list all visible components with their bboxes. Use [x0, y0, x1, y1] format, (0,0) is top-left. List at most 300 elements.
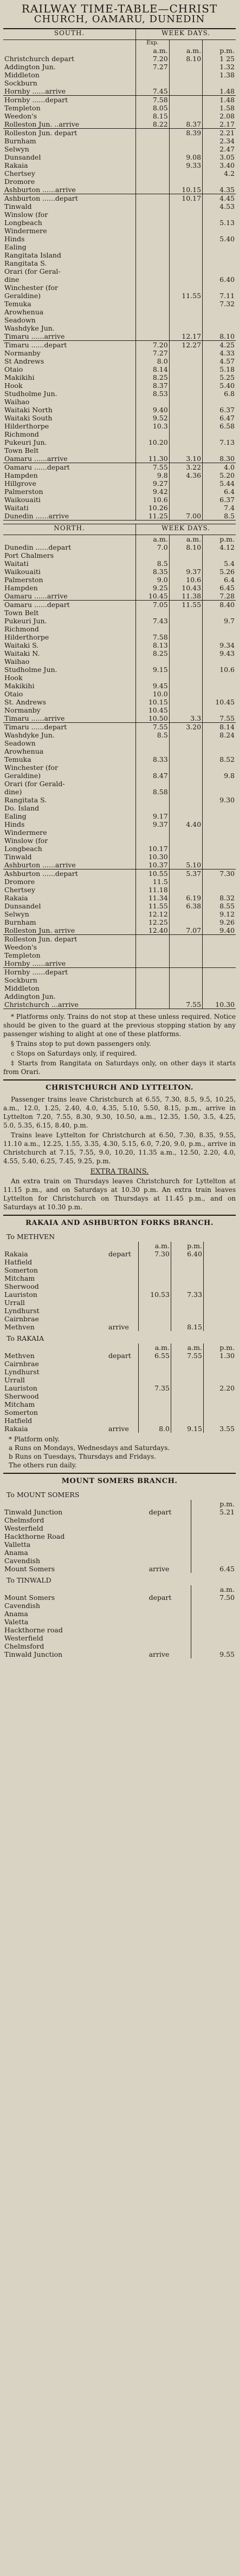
departure-time: 7.27 — [136, 349, 169, 357]
departure-time — [136, 284, 169, 292]
station-name: Geraldine) — [4, 291, 41, 300]
departure-time — [136, 137, 169, 145]
station-name: Windermere — [4, 828, 47, 836]
departure-time — [203, 690, 236, 698]
timetable-header — [3, 3, 236, 29]
station-name: Lyndhurst — [4, 1367, 40, 1376]
departure-time: 11.5 — [136, 878, 169, 886]
station-name: Sherwood — [4, 1282, 39, 1290]
station-name: Lauriston — [4, 1383, 37, 1392]
departure-time — [203, 861, 236, 869]
departure-time: p.m. — [203, 535, 236, 543]
departure-time: a.m. — [169, 535, 202, 543]
departure-time: 10.30 — [136, 853, 169, 861]
timetable-row — [3, 1258, 236, 1266]
departure-time — [136, 609, 169, 617]
departure-time: 6.4 — [203, 487, 236, 496]
south-weekdays-label: WEEK DAYS. — [136, 29, 236, 39]
station-name: Rakaia — [4, 161, 28, 169]
arrive-depart — [107, 1282, 138, 1290]
departure-time: 8.05 — [136, 104, 169, 112]
departure-time: 10.37 — [136, 861, 169, 869]
station-name: Ealing — [4, 242, 27, 251]
departure-time: 8.37 — [169, 120, 202, 129]
departure-time — [169, 357, 202, 365]
station-name: Anama — [4, 1609, 28, 1618]
rakaia-note-a: a Runs on Mondays, Wednesdays and Saturdays. — [9, 1444, 170, 1452]
departure-time: 10.17 — [169, 194, 202, 202]
departure-time: 2.21 — [203, 128, 236, 137]
station-name: Hampden — [4, 583, 38, 592]
station-name: Mitcham — [4, 1274, 35, 1282]
timetable-row — [3, 71, 236, 79]
timetable-row — [3, 454, 236, 463]
timetable-row — [3, 365, 236, 373]
departure-time — [136, 316, 169, 324]
departure-time: 9.43 — [203, 649, 236, 657]
station-name: Cairnbrae — [4, 1314, 39, 1323]
arrive-depart — [107, 1360, 138, 1368]
timetable-row — [3, 1242, 236, 1250]
departure-time: 7.32 — [203, 300, 236, 308]
station-name: Dunedin ......depart — [4, 543, 72, 551]
timetable-row — [3, 739, 236, 747]
departure-time: 9.30 — [203, 796, 236, 804]
station-name: Ealing — [4, 812, 27, 820]
station-name: Chelmsford — [4, 1642, 44, 1650]
departure-time: 8.14 — [203, 722, 236, 731]
station-name: Ashburton ......depart — [4, 194, 78, 202]
station-name: Rolleston Jun. depart — [4, 934, 77, 943]
timetable-row — [3, 592, 236, 601]
departure-time: 8.39 — [169, 128, 202, 137]
arrive-depart — [148, 1540, 191, 1549]
station-name: Methven — [4, 1351, 35, 1360]
departure-time: 5.18 — [203, 365, 236, 373]
station-name: Somerton — [4, 1266, 38, 1274]
timetable-row — [3, 349, 236, 357]
departure-time: 6.8 — [203, 390, 236, 398]
departure-time — [169, 666, 202, 674]
departure-time — [136, 959, 169, 968]
timetable-row — [3, 625, 236, 633]
departure-time: 7.33 — [171, 1290, 203, 1299]
departure-time: 3.05 — [203, 153, 236, 161]
departure-time — [203, 446, 236, 454]
timetable-row — [3, 300, 236, 308]
station-name — [3, 1343, 107, 1352]
timetable-row — [3, 1274, 236, 1282]
south-col-2-subhead — [169, 39, 202, 47]
departure-time — [136, 446, 169, 454]
departure-time: 8.5 — [136, 559, 169, 568]
timetable-row — [3, 828, 236, 836]
timetable-row — [3, 63, 236, 71]
timetable-row — [3, 1400, 236, 1408]
timetable-row — [3, 992, 236, 1000]
departure-time — [203, 739, 236, 747]
departure-time — [169, 706, 202, 714]
departure-time — [203, 984, 236, 992]
timetable-row — [3, 1408, 236, 1417]
departure-time — [136, 398, 169, 406]
timetable-row — [3, 95, 236, 104]
arrive-depart: arrive — [148, 1650, 170, 1658]
departure-time — [136, 71, 169, 79]
departure-time — [169, 145, 202, 153]
departure-time: 10.0 — [136, 690, 169, 698]
departure-time — [169, 674, 202, 682]
arrive-depart: arrive — [108, 1322, 129, 1331]
timetable-row — [3, 845, 236, 853]
arrive-depart — [107, 1258, 138, 1266]
mount-somers-title: MOUNT SOMERS BRANCH. — [3, 1473, 236, 1487]
departure-time — [136, 967, 169, 976]
departure-time — [169, 951, 202, 959]
station-name: Hornby ......arrive — [3, 87, 136, 96]
timetable-row — [3, 722, 236, 731]
departure-time — [171, 1258, 203, 1266]
departure-time: 8.40 — [203, 600, 236, 609]
station-name: Town Belt — [4, 446, 39, 454]
departure-time — [203, 210, 236, 219]
departure-time: 11.18 — [136, 886, 169, 894]
station-name: Waitaki North — [4, 405, 53, 414]
departure-time — [191, 1516, 236, 1524]
departure-time — [169, 137, 202, 145]
timetable-row — [3, 633, 236, 641]
timetable-row — [3, 617, 236, 625]
timetable-row — [3, 1376, 236, 1384]
station-name: Hampden — [4, 471, 38, 479]
departure-time — [203, 1368, 236, 1376]
station-name: Otaio — [4, 689, 23, 698]
departure-time: 8.0 — [138, 1425, 171, 1433]
departure-time — [169, 609, 202, 617]
departure-time — [136, 145, 169, 153]
timetable-row — [3, 79, 236, 87]
timetable-row — [3, 747, 236, 755]
timetable-row — [3, 788, 236, 796]
departure-time: 4.33 — [203, 349, 236, 357]
departure-time — [169, 657, 202, 666]
timetable-row — [3, 559, 236, 568]
departure-time: 12.17 — [169, 332, 202, 341]
arrive-depart — [148, 1500, 191, 1508]
departure-time — [136, 976, 169, 984]
departure-time: 11.55 — [136, 902, 169, 910]
departure-time: 5.40 — [203, 235, 236, 243]
station-name: Richmond — [4, 624, 39, 633]
south-timetable — [3, 29, 236, 521]
station-name: Hatfield — [4, 1416, 33, 1425]
departure-time: 8.53 — [136, 390, 169, 398]
departure-time: 8.15 — [136, 112, 169, 120]
departure-time: 6.4 — [203, 576, 236, 584]
station-name: Timaru ......depart — [4, 340, 67, 349]
station-name: Hinds — [4, 234, 25, 243]
timetable-row — [3, 496, 236, 504]
timetable-row — [3, 682, 236, 690]
departure-time: 10.55 — [136, 869, 169, 878]
departure-time — [203, 1392, 236, 1400]
departure-time — [169, 633, 202, 641]
departure-time — [191, 1549, 236, 1557]
departure-time — [169, 487, 202, 496]
departure-time — [136, 202, 169, 210]
departure-time — [136, 992, 169, 1000]
departure-time: 5.26 — [203, 568, 236, 576]
header-line-2: CHURCH, OAMARU, DUNEDIN — [34, 14, 205, 25]
departure-time — [169, 788, 202, 796]
departure-time — [169, 112, 202, 120]
departure-time — [169, 324, 202, 332]
timetable-row — [3, 1500, 236, 1508]
departure-time: 7.55 — [171, 1352, 203, 1360]
arrive-depart: depart — [148, 1593, 172, 1602]
departure-time — [203, 177, 236, 186]
departure-time — [169, 812, 202, 820]
departure-time — [169, 976, 202, 984]
departure-time — [169, 365, 202, 373]
departure-time — [203, 828, 236, 836]
station-name: Methven — [4, 1322, 35, 1331]
station-name: Lauriston — [4, 1290, 37, 1299]
departure-time — [169, 446, 202, 454]
south-col-1-subhead: Exp. — [136, 39, 169, 47]
departure-time: 8.58 — [136, 788, 169, 796]
departure-time: 7.58 — [136, 95, 169, 104]
station-name: Christchurch ...arrive — [3, 1000, 136, 1009]
departure-time: 11.55 — [169, 292, 202, 300]
station-name: Urrall — [4, 1375, 25, 1384]
departure-time — [203, 992, 236, 1000]
timetable-row — [3, 1307, 236, 1315]
timetable-row — [3, 967, 236, 976]
timetable-row — [3, 568, 236, 576]
departure-time — [171, 1408, 203, 1417]
departure-time — [169, 87, 202, 96]
departure-time: 9.7 — [203, 617, 236, 625]
departure-time — [203, 1258, 236, 1266]
station-name: Normanby — [4, 348, 41, 357]
arrive-depart — [148, 1642, 191, 1650]
timetable-row — [3, 934, 236, 943]
timetable-row — [3, 284, 236, 292]
departure-time — [169, 853, 202, 861]
station-name: Waitati — [4, 559, 29, 568]
note-rangitata: ‡ Starts from Rangitata on Saturdays only, on other days it starts from Orari. — [3, 1059, 236, 1076]
departure-time — [203, 943, 236, 951]
timetable-row — [3, 1368, 236, 1376]
departure-time: 9.8 — [203, 772, 236, 780]
departure-time: 3.22 — [169, 463, 202, 471]
timetable-row — [3, 398, 236, 406]
station-name: Rakaia — [4, 1424, 28, 1433]
departure-time — [203, 267, 236, 275]
departure-time: 6.19 — [169, 894, 202, 902]
departure-time — [171, 1307, 203, 1315]
station-name: Chertsey — [4, 885, 35, 894]
timetable-row — [3, 504, 236, 512]
timetable-row — [3, 1602, 236, 1610]
timetable-row — [3, 543, 236, 551]
departure-time: 10.53 — [138, 1290, 171, 1299]
departure-time — [203, 251, 236, 259]
departure-time: 9.12 — [203, 910, 236, 918]
station-name: Otaio — [4, 365, 23, 373]
station-name: Hatfield — [4, 1257, 33, 1266]
departure-time: 10.3 — [136, 422, 169, 430]
departure-time: 9.25 — [136, 584, 169, 592]
departure-time: 9.17 — [136, 812, 169, 820]
departure-time — [136, 430, 169, 438]
departure-time: 11.25 — [136, 512, 169, 521]
departure-time — [171, 1274, 203, 1282]
south-table-head — [3, 29, 236, 39]
station-name: Studholme Jun. — [4, 389, 57, 398]
timetable-row — [3, 976, 236, 984]
station-name: Waitaki S. — [4, 641, 39, 649]
timetable-row — [3, 600, 236, 609]
departure-time: p.m. — [191, 1500, 236, 1508]
departure-time — [203, 633, 236, 641]
extra-trains-text: An extra train on Thursdays leaves Christchurch for Lyttelton at 11.15 p.m., and on Saturdays at 10.30 p.m. An extra train leaves Lyttelton for Christchurch on Thursdays at 11.45 p.m., and on Saturdays at 10.30 p.m. — [3, 1177, 236, 1211]
timetable-row — [3, 1585, 236, 1593]
station-name: Hilderthorpe — [4, 633, 49, 641]
departure-time — [136, 210, 169, 219]
station-name: Palmerston — [4, 487, 43, 496]
arrive-depart — [148, 1634, 191, 1642]
timetable-row — [3, 47, 236, 55]
station-name: Tinwald — [4, 202, 32, 210]
departure-time — [203, 845, 236, 853]
departure-time: a.m. — [136, 535, 169, 543]
departure-time — [169, 772, 202, 780]
departure-time — [169, 682, 202, 690]
departure-time — [138, 1417, 171, 1425]
departure-time: 3.20 — [169, 722, 202, 731]
north-weekdays-label: WEEK DAYS. — [136, 524, 236, 535]
timetable-row — [3, 1532, 236, 1540]
departure-time — [136, 625, 169, 633]
timetable-row — [3, 853, 236, 861]
timetable-row — [3, 984, 236, 992]
departure-time — [136, 153, 169, 161]
timetable-row — [3, 812, 236, 820]
station-name: Sockburn — [4, 976, 37, 984]
station-name: Hackthorne road — [4, 1625, 63, 1634]
departure-time — [169, 551, 202, 559]
station-name: Longbeach — [4, 844, 42, 853]
station-name: Addington Jun. — [4, 62, 56, 71]
station-name: Richmond — [4, 430, 39, 438]
departure-time — [203, 243, 236, 251]
departure-time: 4.0 — [203, 463, 236, 471]
departure-time — [136, 943, 169, 951]
departure-time — [136, 292, 169, 300]
departure-time: a.m. — [171, 1343, 203, 1352]
station-name: Somerton — [4, 1408, 38, 1417]
to-methven-caption: To METHVEN — [7, 1232, 55, 1241]
departure-time — [191, 1532, 236, 1540]
timetable-row — [3, 128, 236, 137]
departure-time — [203, 763, 236, 772]
station-name: Valetta — [4, 1617, 29, 1626]
timetable-row — [3, 308, 236, 316]
timetable-row — [3, 161, 236, 169]
departure-time — [203, 976, 236, 984]
departure-time: 12.25 — [136, 918, 169, 926]
departure-time — [203, 836, 236, 845]
arrive-depart — [148, 1602, 191, 1610]
to-rakaia-caption: To RAKAIA — [7, 1334, 44, 1342]
station-name: Rolleston Jun. ..arrive — [3, 120, 136, 129]
station-name: Anama — [4, 1548, 28, 1557]
station-name: Rangitata Island — [4, 251, 61, 259]
station-name: Addington Jun. — [4, 992, 56, 1000]
station-name: Port Chalmers — [4, 551, 54, 559]
station-name: Middleton — [4, 70, 40, 79]
timetable-row — [3, 836, 236, 845]
station-name: Temuka — [4, 755, 31, 763]
station-name: Hook — [4, 381, 23, 390]
timetable-row — [3, 145, 236, 153]
departure-time: 6.40 — [203, 275, 236, 284]
departure-time — [138, 1376, 171, 1384]
timetable-row — [3, 1352, 236, 1360]
departure-time — [203, 1266, 236, 1274]
timetable-row — [3, 471, 236, 479]
departure-time: a.m. — [138, 1343, 171, 1352]
station-name: Mount Somers — [4, 1593, 55, 1602]
departure-time — [138, 1400, 171, 1408]
departure-time: 7.20 — [136, 55, 169, 63]
station-name: Winchester (for — [4, 283, 58, 292]
station-name: Makikihi — [4, 681, 35, 690]
departure-time — [203, 934, 236, 943]
timetable-row — [3, 535, 236, 543]
station-name: Burnham — [4, 918, 36, 926]
departure-time: 9.33 — [169, 161, 202, 169]
departure-time — [203, 1290, 236, 1299]
departure-time: 5.25 — [203, 373, 236, 381]
arrive-depart: arrive — [148, 1564, 170, 1573]
station-name: Dunsandel — [4, 901, 41, 910]
timetable-row — [3, 414, 236, 422]
departure-time — [169, 398, 202, 406]
departure-time: 10.20 — [136, 438, 169, 446]
departure-time: 6.45 — [203, 584, 236, 592]
station-name — [3, 1500, 148, 1508]
station-name: Makikihi — [4, 373, 35, 381]
departure-time — [169, 755, 202, 763]
departure-time: 4.53 — [203, 202, 236, 210]
departure-time — [169, 984, 202, 992]
departure-time: 3.10 — [169, 454, 202, 463]
departure-time: 8.37 — [136, 381, 169, 390]
timetable-row — [3, 755, 236, 763]
timetable-row — [3, 430, 236, 438]
departure-time: 7.0 — [136, 543, 169, 551]
departure-time — [203, 951, 236, 959]
timetable-row — [3, 731, 236, 739]
departure-time — [136, 251, 169, 259]
station-name: St Andrews — [4, 357, 44, 365]
departure-time: 10.6 — [169, 576, 202, 584]
departure-time — [169, 104, 202, 112]
departure-time: 4.35 — [203, 186, 236, 194]
